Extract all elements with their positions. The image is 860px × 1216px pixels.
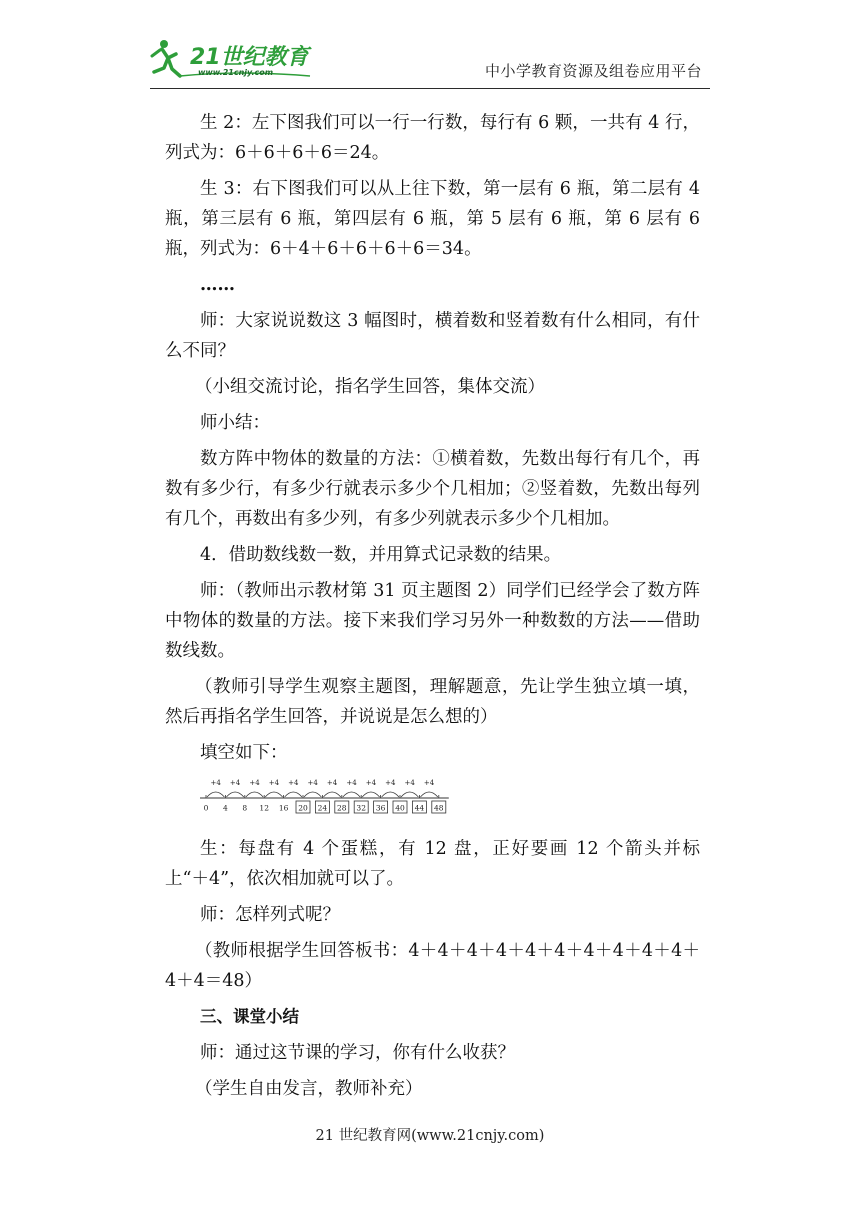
document-body [165, 108, 700, 1110]
header-platform-title: 中小学教育资源及组卷应用平台 [484, 62, 702, 80]
logo-text: 21世纪教育 [190, 45, 309, 70]
page-header [150, 36, 710, 89]
jump-label: +4 [307, 779, 318, 787]
jump-arc [362, 792, 379, 797]
jump-label: +4 [326, 779, 338, 787]
jump-arc [401, 792, 418, 797]
paragraph: 生 3：右下图我们可以从上往下数，第一层有 6 瓶，第二层有 4 瓶，第三层有 6 瓶，第四层有 6 瓶，第 5 层有 6 瓶，第 6 层有 6 瓶，列式为：6＋4＋6＋6＋6＋6＝34。 [165, 179, 700, 259]
jump-arc [304, 792, 321, 797]
jump-label: +4 [268, 779, 280, 787]
jump-label: +4 [346, 779, 357, 787]
paragraph: 师小结： [200, 413, 270, 433]
paragraph: 师：怎样列式呢？ [200, 905, 340, 925]
running-figure-icon [152, 40, 180, 76]
jump-arc [246, 792, 263, 797]
jump-label: +4 [229, 779, 241, 787]
paragraph: （教师根据学生回答板书：4＋4＋4＋4＋4＋4＋4＋4＋4＋4＋4＋4＝48） [165, 941, 700, 991]
tick-label: 48 [434, 803, 444, 813]
paragraph: （小组交流讨论，指名学生回答，集体交流） [195, 377, 545, 397]
logo-21cnjy [150, 36, 320, 80]
tick-label: 32 [356, 803, 366, 813]
jump-arc [207, 792, 224, 797]
jump-arc [285, 792, 302, 797]
paragraph: 师：通过这节课的学习，你有什么收获？ [200, 1043, 515, 1063]
jump-label: +4 [365, 779, 377, 787]
tick-label: 40 [395, 803, 405, 813]
jump-label: +4 [404, 779, 415, 787]
paragraph: （教师引导学生观察主题图，理解题意，先让学生独立填一填，然后再指名学生回答，并说说是怎么想的） [165, 677, 700, 727]
tick-label: 12 [259, 803, 269, 813]
jump-label: +4 [249, 779, 260, 787]
jump-label: +4 [288, 779, 299, 787]
jump-arc [226, 792, 243, 797]
paragraph: 生 2：左下图我们可以一行一行数，每行有 6 颗，一共有 4 行，列式为：6＋6＋6＋6＝24。 [165, 113, 700, 163]
paragraph: 师：大家说说数这 3 幅图时，横着数和竖着数有什么相同，有什么不同？ [165, 311, 700, 361]
jump-label: +4 [210, 779, 221, 787]
tick-label: 16 [278, 803, 289, 813]
logo-url-text: www.21cnjy.com [198, 68, 274, 77]
jump-label: +4 [385, 779, 396, 787]
tick-label: 20 [298, 803, 308, 813]
paragraph: …… [200, 275, 235, 295]
paragraph: 师：（教师出示教材第 31 页主题图 2）同学们已经学会了数方阵中物体的数量的方法。接下来我们学习另外一种数数的方法——借助数线数。 [165, 581, 700, 661]
tick-label: 4 [223, 803, 228, 813]
tick-label: 44 [414, 803, 425, 813]
paragraph: 填空如下： [200, 743, 288, 763]
jump-arc [420, 792, 437, 797]
tick-label: 36 [375, 803, 386, 813]
jump-label: +4 [423, 779, 435, 787]
paragraph: 数方阵中物体的数量的方法：①横着数，先数出每行有几个，再数有多少行，有多少行就表示多少个几相加；②竖着数，先数出每列有几个，再数出有多少列，有多少列就表示多少个几相加。 [165, 449, 700, 529]
tick-label: 28 [337, 803, 347, 813]
jump-arc [323, 792, 340, 797]
jump-arc [382, 792, 399, 797]
jump-arc [343, 792, 360, 797]
paragraph: 生：每盘有 4 个蛋糕，有 12 盘，正好要画 12 个箭头并标上“＋4”，依次相加就可以了。 [165, 839, 700, 889]
paragraph: （学生自由发言，教师补充） [195, 1079, 423, 1099]
number-line-figure [200, 776, 460, 816]
tick-label: 8 [242, 803, 248, 813]
jump-arc [265, 792, 282, 797]
section-heading: 三、课堂小结 [200, 1007, 299, 1026]
paragraph: 4．借助数线数一数，并用算式记录数的结果。 [200, 545, 562, 565]
tick-label: 0 [203, 803, 209, 813]
page-footer: 21 世纪教育网(www.21cnjy.com) [315, 1128, 545, 1144]
tick-label: 24 [317, 803, 328, 813]
